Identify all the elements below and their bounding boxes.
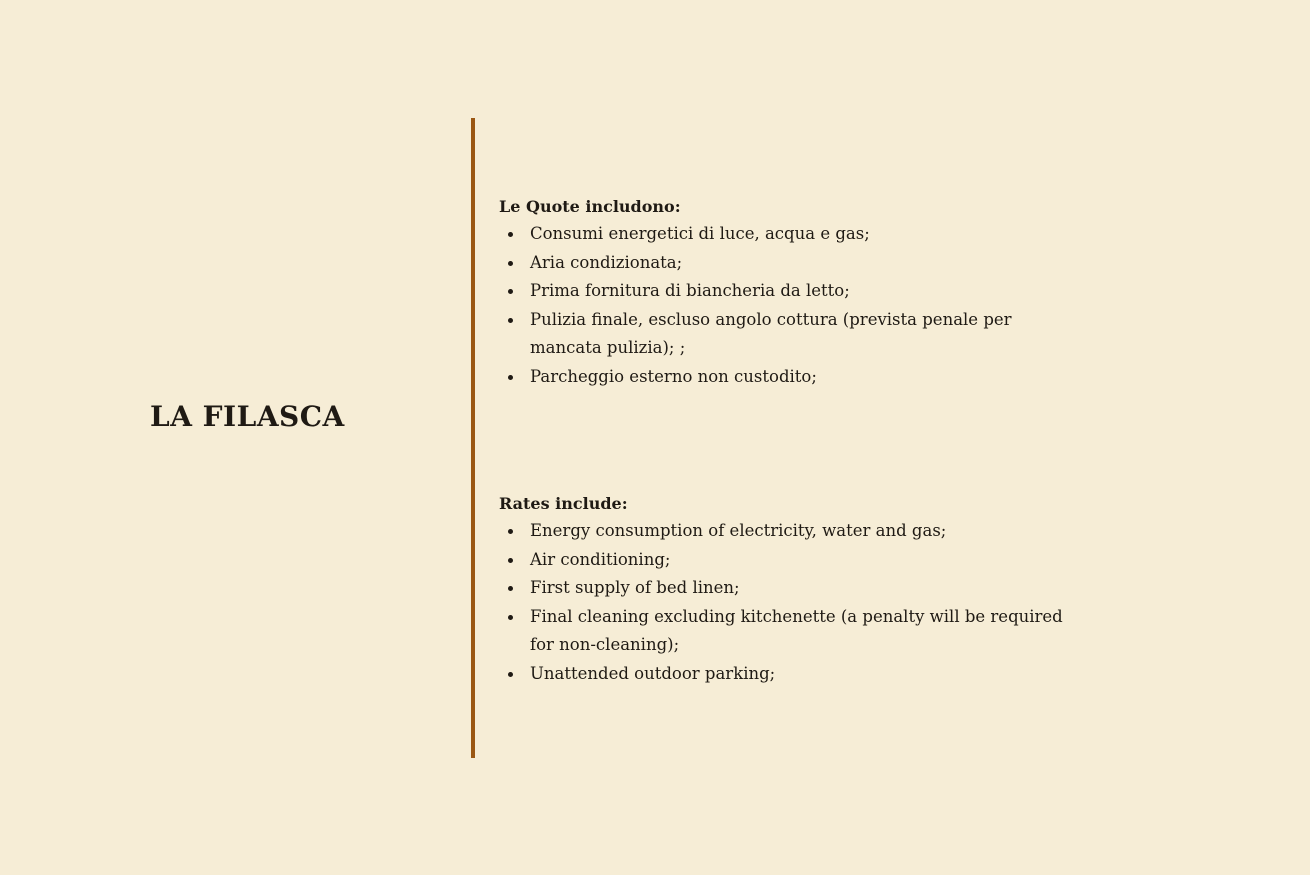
bullet-icon — [508, 615, 513, 620]
italian-rates-section — [499, 194, 1069, 391]
list-item — [530, 306, 1069, 363]
list-item-text: Energy consumption of electricity, water and gas; — [530, 521, 947, 540]
italian-items-list — [499, 220, 1069, 391]
list-item-text: Air conditioning; — [530, 549, 671, 569]
list-item-text: First supply of bed linen; — [530, 578, 740, 597]
vertical-divider — [471, 118, 475, 758]
bullet-icon — [508, 318, 513, 323]
italian-heading: Le Quote includono: — [499, 197, 681, 216]
list-item-text: Pulizia finale, escluso angolo cottura (prevista penale per mancata pulizia); ; — [530, 309, 1012, 357]
list-item — [530, 574, 1069, 603]
english-rates-section — [499, 491, 1069, 688]
list-item — [530, 660, 1069, 689]
bullet-icon — [508, 375, 513, 380]
list-item-text: Parcheggio esterno non custodito; — [530, 366, 817, 386]
list-item — [530, 517, 1069, 546]
list-item — [530, 220, 1069, 249]
list-item-text: Unattended outdoor parking; — [530, 663, 776, 683]
english-items-list — [499, 517, 1069, 688]
list-item-text: Final cleaning excluding kitchenette (a penalty will be required for non-cleaning); — [530, 606, 1063, 654]
list-item — [530, 249, 1069, 278]
bullet-icon — [508, 529, 513, 534]
list-item — [530, 277, 1069, 306]
bullet-icon — [508, 586, 513, 591]
list-item — [530, 546, 1069, 575]
list-item-text: Aria condizionata; — [530, 252, 683, 272]
bullet-icon — [508, 232, 513, 237]
bullet-icon — [508, 289, 513, 294]
bullet-icon — [508, 672, 513, 677]
page-title: LA FILASCA — [150, 400, 345, 433]
list-item — [530, 363, 1069, 392]
list-item-text: Prima fornitura di biancheria da letto; — [530, 281, 850, 300]
list-item — [530, 603, 1069, 660]
list-item-text: Consumi energetici di luce, acqua e gas; — [530, 224, 870, 243]
bullet-icon — [508, 558, 513, 563]
bullet-icon — [508, 261, 513, 266]
english-heading: Rates include: — [499, 494, 628, 513]
